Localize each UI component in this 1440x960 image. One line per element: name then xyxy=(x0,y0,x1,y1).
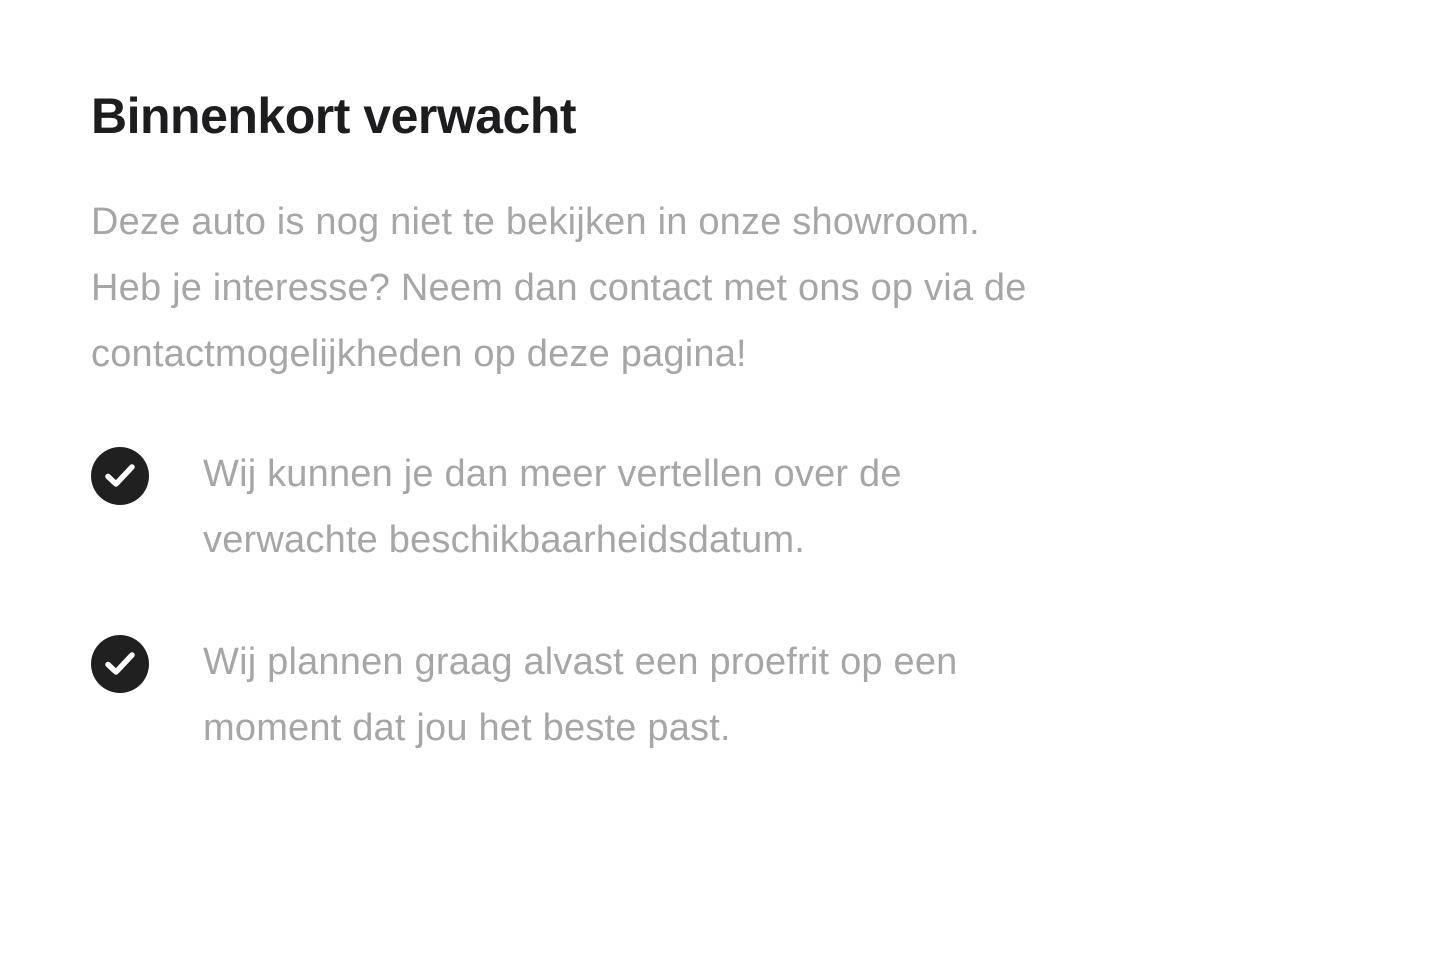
intro-line-1: Deze auto is nog niet te bekijken in onze showroom. xyxy=(91,201,980,243)
checklist-item-line: Wij kunnen je dan meer vertellen over de xyxy=(203,453,902,495)
check-circle-icon xyxy=(91,447,149,505)
intro-line-2: Heb je interesse? Neem dan contact met ons op via de xyxy=(91,267,1027,309)
intro-text xyxy=(91,189,1440,387)
checklist-item-line: verwachte beschikbaarheidsdatum. xyxy=(203,519,806,561)
list-item xyxy=(91,441,1440,573)
check-circle-icon xyxy=(91,635,149,693)
list-item xyxy=(91,629,1440,761)
checklist-item-line: Wij plannen graag alvast een proefrit op een xyxy=(203,641,958,683)
intro-line-3: contactmogelijkheden op deze pagina! xyxy=(91,333,747,375)
checklist-item-line: moment dat jou het beste past. xyxy=(203,707,731,749)
checklist-item-text xyxy=(203,629,958,761)
checklist-item-text xyxy=(203,441,902,573)
page-title: Binnenkort verwacht xyxy=(91,88,577,144)
checklist xyxy=(91,441,1440,761)
